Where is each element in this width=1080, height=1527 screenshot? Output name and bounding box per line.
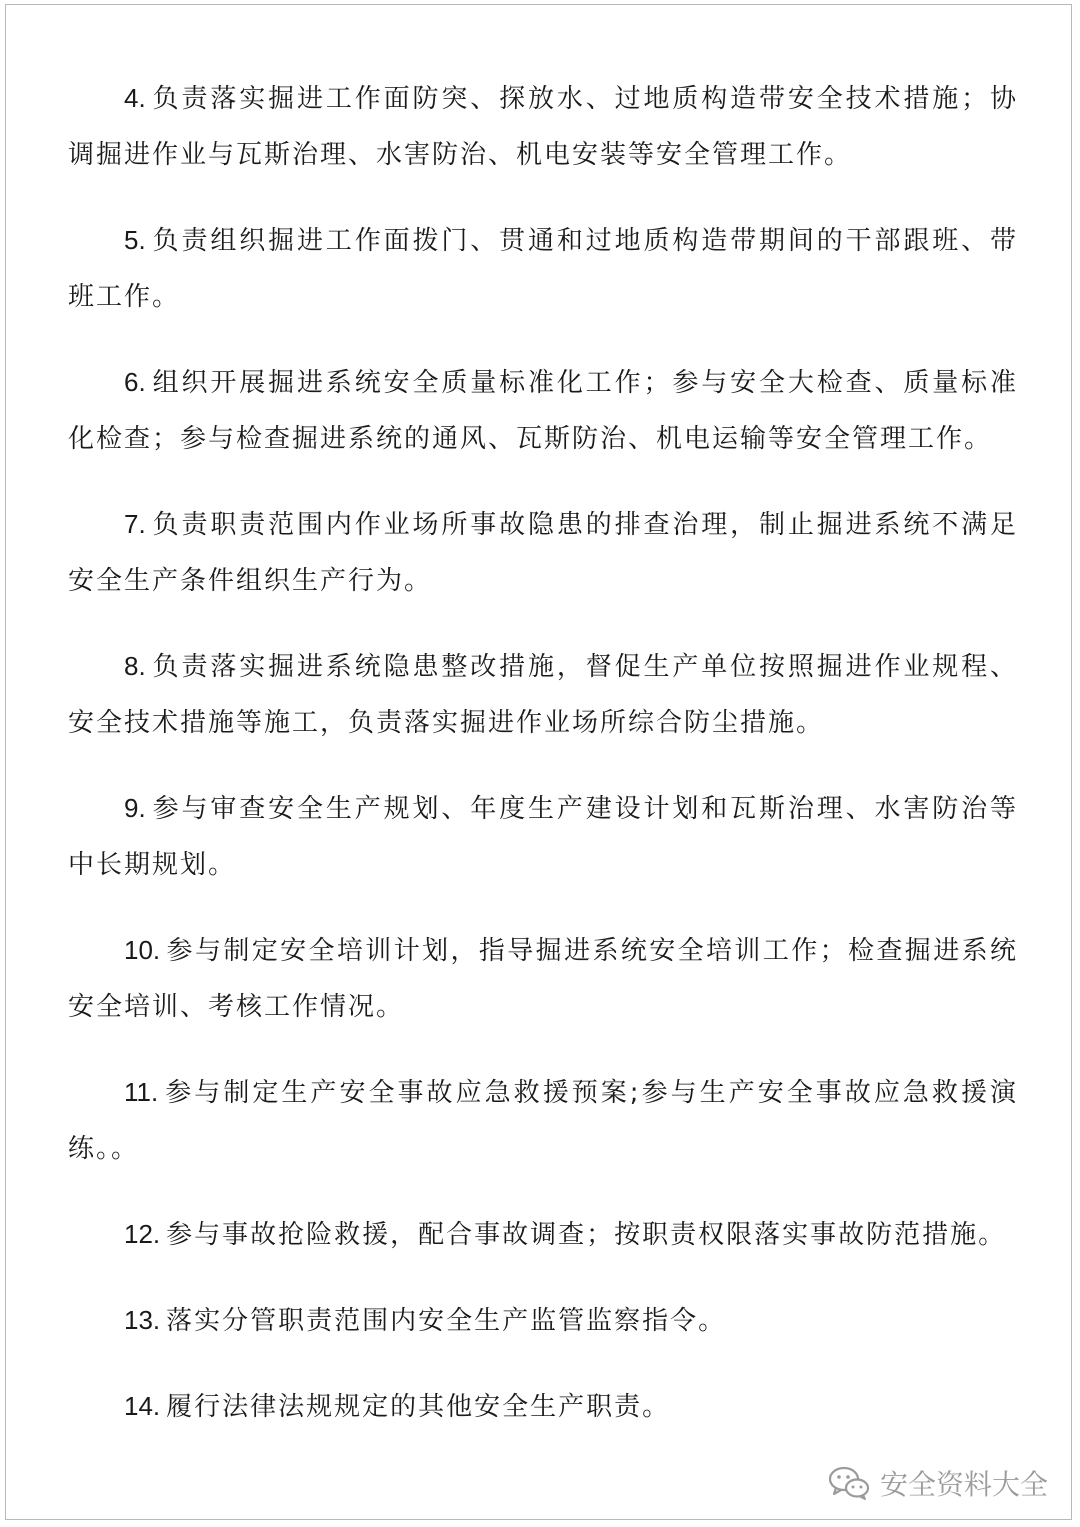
item-text: 履行法律法规规定的其他安全生产职责。 [166,1392,671,1422]
item-number: 8. [124,651,146,681]
item-text: 负责组织掘进工作面拨门、贯通和过地质构造带期间的干部跟班、带班工作。 [68,226,1018,312]
item-number: 10. [124,935,161,965]
item-number: 4. [124,83,146,113]
item-number: 9. [124,793,146,823]
item-text: 参与审查安全生产规划、年度生产建设计划和瓦斯治理、水害防治等中长期规划。 [68,794,1018,880]
item-text: 负责落实掘进系统隐患整改措施，督促生产单位按照掘进作业规程、安全技术措施等施工，负责落实掘进作业场所综合防尘措施。 [68,652,1018,738]
item-text: 组织开展掘进系统安全质量标准化工作；参与安全大检查、质量标准化检查；参与检查掘进系统的通风、瓦斯防治、机电运输等安全管理工作。 [68,368,1018,454]
item-text: 参与制定安全培训计划，指导掘进系统安全培训工作；检查掘进系统安全培训、考核工作情况。 [68,936,1018,1022]
duty-item-5 [68,212,1018,325]
item-text: 落实分管职责范围内安全生产监管监察指令。 [166,1306,727,1336]
item-number: 14. [124,1391,161,1421]
item-number: 6. [124,367,146,397]
duty-item-10 [68,922,1018,1035]
item-number: 5. [124,225,146,255]
duty-item-8 [68,638,1018,751]
item-text: 参与制定生产安全事故应急救援预案;参与生产安全事故应急救援演练。。 [68,1078,1018,1164]
item-number: 7. [124,509,146,539]
duty-item-12 [68,1206,1018,1263]
item-number: 13. [124,1305,161,1335]
duty-item-4 [68,70,1018,183]
duty-item-6 [68,354,1018,467]
watermark-text: 安全资料大全 [879,1468,1048,1501]
item-text: 参与事故抢险救援，配合事故调查；按职责权限落实事故防范措施。 [166,1220,1007,1250]
item-number: 12. [124,1219,161,1249]
item-text: 负责落实掘进工作面防突、探放水、过地质构造带安全技术措施；协调掘进作业与瓦斯治理、水害防治、机电安装等安全管理工作。 [68,84,1018,170]
duty-item-14 [68,1378,1018,1435]
watermark [828,1463,1048,1503]
item-number: 11. [124,1077,159,1107]
duty-item-7 [68,496,1018,609]
document-body [68,70,1018,1464]
duty-item-13 [68,1292,1018,1349]
wechat-icon [828,1465,870,1501]
duty-item-9 [68,780,1018,893]
duty-item-11 [68,1064,1018,1177]
item-text: 负责职责范围内作业场所事故隐患的排查治理，制止掘进系统不满足安全生产条件组织生产行为。 [68,510,1018,596]
